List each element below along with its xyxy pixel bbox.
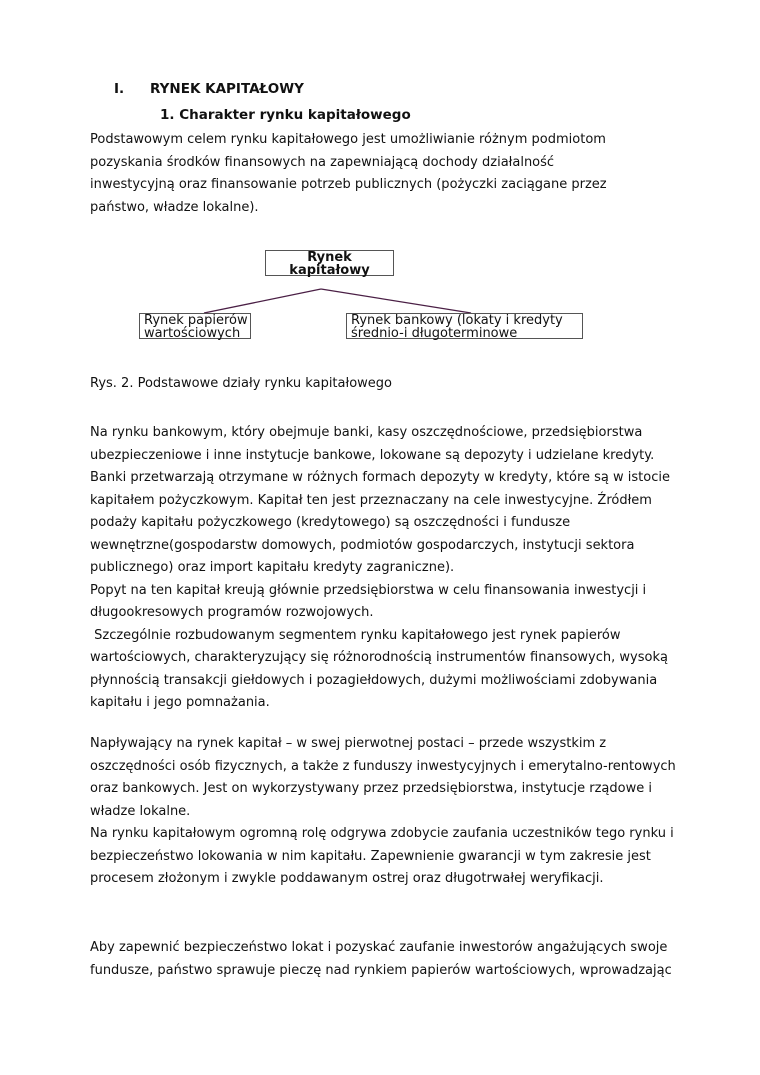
intro-paragraph: [90, 129, 690, 219]
text-line: władze lokalne.: [90, 803, 191, 819]
body-paragraph-3: [90, 937, 690, 982]
text-line: Popyt na ten kapitał kreują głównie przedsiębiorstwa w celu finansowania inwestycji i: [90, 582, 647, 598]
body-paragraph-2: [90, 733, 690, 891]
node-label: Rynek bankowy (lokaty i kredyty: [351, 313, 563, 328]
text-line: Aby zapewnić bezpieczeństwo lokat i pozyskać zaufanie inwestorów angażujących swoje: [90, 940, 668, 955]
node-label: kapitałowy: [289, 263, 370, 278]
body-paragraph-1: [90, 422, 690, 715]
subsection-heading: 1. Charakter rynku kapitałowego: [160, 107, 411, 123]
connector-left: [204, 289, 321, 313]
text-line: publicznego) oraz import kapitału kredyty zagraniczne).: [90, 560, 455, 575]
text-line: długookresowych programów rozwojowych.: [90, 605, 374, 620]
text-line: oraz bankowych. Jest on wykorzystywany przez przedsiębiorstwa, instytucje rządowe i: [90, 781, 652, 796]
text-line: Banki przetwarzają otrzymane w różnych formach depozyty w kredyty, które są w istocie: [90, 470, 670, 485]
text-line: Podstawowym celem rynku kapitałowego jest umożliwianie różnym podmiotom: [90, 132, 606, 147]
diagram-node-banking-market: [346, 313, 583, 339]
section-title: RYNEK KAPITAŁOWY: [150, 81, 304, 97]
text-line: kapitałem pożyczkowym. Kapitał ten jest przeznaczany na cele inwestycyjne. Źródłem: [90, 492, 652, 508]
node-label: wartościowych: [144, 326, 241, 341]
text-line: bezpieczeństwo lokowania w nim kapitału. Zapewnienie gwarancji w tym zakresie jest: [90, 848, 651, 864]
text-line: fundusze, państwo sprawuje pieczę nad rynkiem papierów wartościowych, wprowadzając: [90, 962, 672, 978]
diagram-node-securities-market: [139, 313, 251, 339]
text-line: procesem złożonym i zwykle poddawanym ostrej oraz długotrwałej weryfikacji.: [90, 871, 604, 886]
text-line: Napływający na rynek kapitał – w swej pierwotnej postaci – przede wszystkim z: [90, 736, 607, 751]
text-line: kapitału i jego pomnażania.: [90, 695, 270, 710]
text-line: ubezpieczeniowe i inne instytucje bankowe, lokowane są depozyty i udzielane kredyty.: [90, 447, 655, 463]
text-line: płynnością transakcji giełdowych i pozagiełdowych, dużymi możliwościami zdobywania: [90, 672, 658, 688]
node-label: Rynek: [307, 250, 352, 265]
text-line: podaży kapitału pożyczkowego (kredytowego) są oszczędności i fundusze: [90, 515, 571, 530]
section-number: I.: [114, 81, 125, 97]
text-line: wewnętrzne(gospodarstw domowych, podmiotów gospodarczych, instytucji sektora: [90, 537, 635, 553]
text-line: inwestycyjną oraz finansowanie potrzeb publicznych (pożyczki zaciągane przez: [90, 177, 607, 192]
text-line: Na rynku bankowym, który obejmuje banki, kasy oszczędnościowe, przedsiębiorstwa: [90, 425, 643, 440]
node-label: Rynek papierów: [144, 313, 248, 328]
text-line: Szczególnie rozbudowanym segmentem rynku kapitałowego jest rynek papierów: [90, 627, 621, 643]
connector-right: [321, 289, 471, 313]
text-line: pozyskania środków finansowych na zapewniającą dochody działalność: [90, 154, 555, 170]
text-line: oszczędności osób fizycznych, a także z funduszy inwestycyjnych i emerytalno-rentowych: [90, 758, 676, 774]
text-line: państwo, władze lokalne).: [90, 199, 259, 215]
text-line: wartościowych, charakteryzujący się różnorodnością instrumentów finansowych, wysoką: [90, 650, 668, 665]
figure-caption: Rys. 2. Podstawowe działy rynku kapitałowego: [90, 376, 392, 391]
section-heading: [114, 81, 304, 97]
diagram-root-node: [265, 250, 394, 276]
node-label: średnio-i długoterminowe: [351, 326, 518, 341]
text-line: Na rynku kapitałowym ogromną rolę odgrywa zdobycie zaufania uczestników tego rynku i: [90, 826, 674, 841]
